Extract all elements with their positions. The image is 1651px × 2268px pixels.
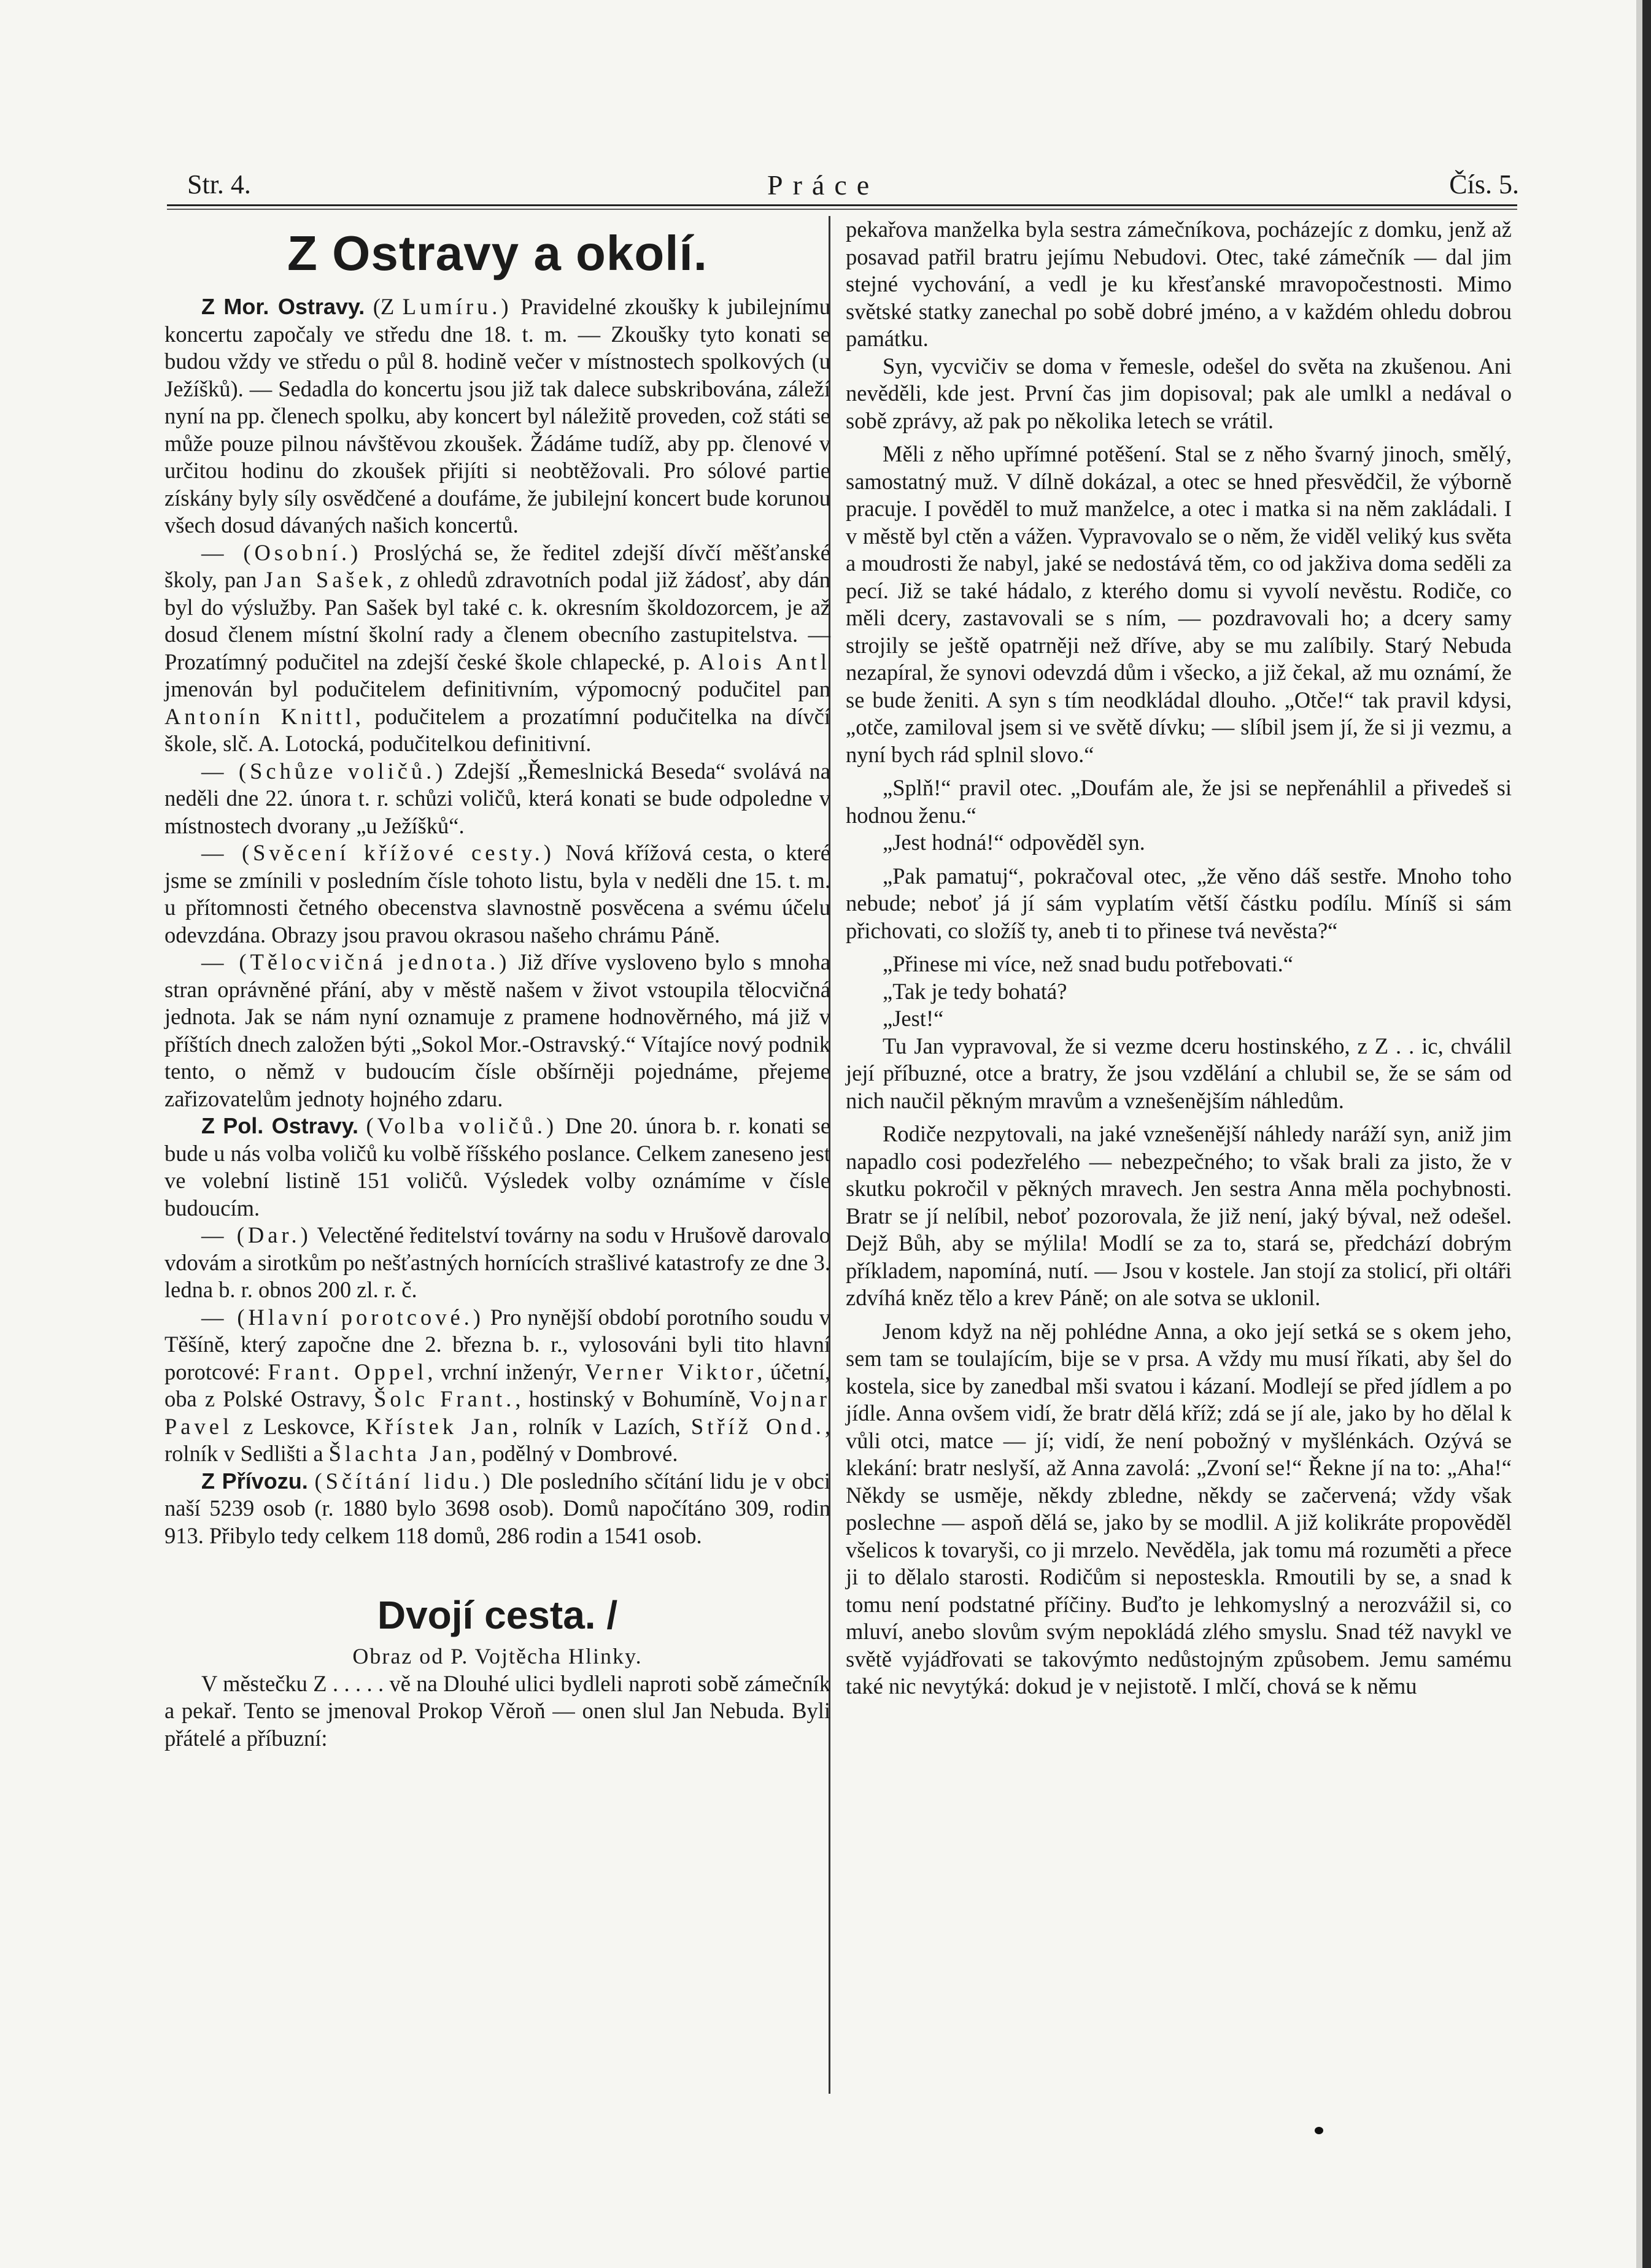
page-edge-dark [1642,0,1651,2268]
header-rule-thin [167,209,1517,210]
story-title: Dvojí cesta. / [377,1593,618,1637]
story-paragraph: „Jest hodná!“ odpověděl syn. [883,830,1145,855]
story-paragraph: „Jest!“ [883,1006,944,1031]
header-rule [167,204,1517,206]
news-item: Z Mor. Ostravy. (Z Lumíru.) Pravidelné zkoušky k jubilejnímu koncertu započaly ve středu dne 18. t. m. — Zkoušky tyto konati se budou vždy ve středu o půl 8. hodině večer v místnostech spolkových (u Ježíšků). — Sedadla do koncertu jsou již tak dalece subskribována, záleží nyní na pp. členech spolku, aby koncert byl náležitě proveden, což státi se může pouze pilnou návštěvou zkoušek. Žádáme tudíž, aby pp. členové v určitou hodinu do zkoušek přijíti si neobtěžovali. Pro sólové partie získány byly síly osvědčené a doufáme, že jubilejní koncert bude korunou všech dosud dávaných našich koncertů. [164,294,831,538]
news-item: — (Svěcení křížové cesty.) Nová křížová cesta, o které jsme se zmínili v posledním čísle tohoto listu, byla v neděli dne 15. t. m. u přítomnosti četného obecenstva slavnostně posvěcena a svému účelu odevzdána. Obrazy jsou pravou okrasou našeho chrámu Páně. [164,840,830,947]
story-paragraph: „Tak je tedy bohatá? [883,978,1067,1004]
section-title: Z Ostravy a okolí. [287,226,708,280]
issue-number: Čís. 5. [1449,169,1519,199]
story-paragraph: „Přinese mi více, než snad budu potřebovati.“ [883,951,1293,976]
page-header [187,156,1519,206]
story-paragraph: „Pak pamatuj“, pokračoval otec, „že věno dáš sestře. Mnoho toho nebude; neboť já jí sám vyplatím větší částku podílu. Míníš si sám přichovati, co složíš ty, aneb ti to přinese tvá nevěsta?“ [846,863,1512,943]
story-paragraph: Měli z něho upřímné potěšení. Stal se z něho švarný jinoch, smělý, samostatný muž. V dílně dokázal, a otec se hned přesvědčil, že výborně pracuje. I pověděl to muž manželce, a otec i matka si na něm zakládali. I v městě byl ctěn a vážen. Vypravovalo se o něm, že viděl veliký kus světa a moudrosti že nabyl, jaké se nedostává těm, co od jakživa doma seděli za pecí. Již se také hádalo, z kterého domu si vyvolí nevěstu. Rodiče, co měli dcery, zastavovali se s ním, — pozdravovali ho; a dcery samy strojily se ještě opatrněji než dříve, aby se mu zalíbily. Starý Nebuda nezapíral, že synovi odevzdá dům i všecko, a již čekal, až mu oznámí, že se bude ženiti. A syn s tím neodkládal dlouho. „Otče!“ tak pravil kdysi, „otče, zamiloval jsem si ve světě dívku; — slíbil jsem jí, že si ji vezmu, a nyní bych rád splnil slovo.“ [846,441,1512,767]
page-edge-light [1636,0,1642,2268]
story-paragraph: „Splň!“ pravil otec. „Doufám ale, že jsi se nepřenáhlil a přivedeš si hodnou ženu.“ [846,775,1512,828]
story-paragraph: Rodiče nezpytovali, na jaké vznešenější náhledy naráží syn, aniž jim napadlo cosi podezřelého — nebezpečného; to však brali za jisto, že v skutku pokročil v pěkných mravech. Jen sestra Anna měla pochybnosti. Bratr se jí nelíbil, neboť pozorovala, že již není, jaký býval, než odešel. Dejž Bůh, aby se mýlila! Modlí se za to, stará se, předchází dobrým příkladem, napomíná, nutí. — Jsou v kostele. Jan stojí za stolicí, při oltáři zdvíhá kněz tělo a krev Páně; on ale sotva se uklonil. [846,1121,1512,1310]
news-item: Z Pol. Ostravy. (Volba voličů.) Dne 20. února b. r. konati se bude u nás volba voličů ku volbě říšského poslance. Celkem zaneseno jest ve volební listině 151 voličů. Výsledek volby oznámíme v čísle budoucím. [164,1113,831,1221]
news-item: — (Hlavní porotcové.) Pro nynější období porotního soudu v Těšíně, který započne dne 2. března b. r., vylosováni byli tito hlavní porotcové: Frant. Oppel, vrchní inženýr, Verner Viktor, účetní, oba z Polské Ostravy, Šolc Frant., hostinský v Bohumíně, Vojnar Pavel z Leskovce, Křístek Jan, rolník v Lazích, Stříž Ond., rolník v Sedlišti a Šlachta Jan, podělný v Dombrové. [164,1304,831,1466]
story-paragraph: V městečku Z . . . . . vě na Dlouhé ulici bydleli naproti sobě zámečník a pekař. Tento se jmenoval Prokop Věroň — onen slul Jan Nebuda. Byli přátelé a příbuzní: [164,1670,830,1751]
news-item: — (Dar.) Velectěné ředitelství továrny na sodu v Hrušově darovalo vdovám a sirotkům po nešťastných hornících strašlivé katastrofy ze dne 3. ledna b. r. obnos 200 zl. r. č. [164,1222,830,1302]
story-paragraph: Tu Jan vypravoval, že si vezme dceru hostinského, z Z . . ic, chválil její příbuzné, otce a bratry, že jsou vzdělání a chlubil se, že se sám od nich naučil pěkným mravům a vznešenějším náhledům. [846,1033,1512,1113]
left-column [164,216,830,1752]
page-number: Str. 4. [187,169,251,199]
news-item: — (Osobní.) Proslýchá se, že ředitel zdejší dívčí měšťanské školy, pan Jan Sašek, z ohledů zdravotních podal již žádosť, aby dán byl do výslužby. Pan Sašek byl také c. k. okresním školdozorcem, je až dosud členem místní školní rady a členem obecního zastupitelstva. — Prozatímný podučitel na zdejší české škole chlapecké, p. Alois Antl jmenován byl podučitelem definitivním, výpomocný podučitel pan Antonín Knittl, podučitelem a prozatímní podučitelka na dívčí škole, slč. A. Lotocká, podučitelkou definitivní. [164,539,831,756]
ink-spot [1315,2127,1323,2134]
news-item: Z Přívozu. (Sčítání lidu.) Dle posledního sčítání lidu je v obci naší 5239 osob (r. 1880 bylo 3698 osob). Domů napočítáno 309, rodin 913. Přibylo tedy celkem 118 domů, 286 rodin a 1541 osob. [164,1468,830,1548]
town-heading: Z Pol. Ostravy. [201,1113,359,1138]
town-heading: Z Přívozu. [201,1468,308,1494]
newspaper-title: Práce [767,169,880,201]
story-paragraph: Syn, vycvičiv se doma v řemesle, odešel do světa na zkušenou. Ani nevěděli, kde jest. První čas jim dopisoval; pak ale umlkl a nedával o sobě zprávy, až pak po několika letech se vrátil. [846,353,1512,433]
story-byline: Obraz od P. Vojtěcha Hlinky. [352,1644,643,1668]
right-column [846,216,1512,1700]
news-item: — (Tělocvičná jednota.) Již dříve vysloveno bylo s mnoha stran oprávněné přání, aby v městě našem v život vstoupila tělocvičná jednota. Jak se nám nyní oznamuje z pramene hodnověrného, má již v příštích dnech založen býti „Sokol Mor.-Ostravský.“ Vítajíce nový podnik tento, o němž v budoucím čísle obšírněji pojednáme, přejeme zařizovatelům jednoty hojného zdaru. [164,949,831,1111]
news-item: — (Schůze voličů.) Zdejší „Řemeslnická Beseda“ svolává na neděli dne 22. února t. r. schůzi voličů, která konati se bude odpoledne v místnostech dvorany „u Ježíšků“. [164,758,830,838]
town-heading: Z Mor. Ostravy. [201,294,365,319]
story-paragraph: Jenom když na něj pohlédne Anna, a oko její setká se s okem jeho, sem tam se toulajícím, bije se v prsa. A vždy mu musí říkati, aby šel do kostela, sice by zanedbal mši svatou i kázaní. Modlejí se před jídlem a po jídle. Anna ovšem vidí, že bratr dělá kříž; zdá se jí ale, jako by ho dělal k vůli otci, matce — jí; vidí, že není pobožný v myšlénkách. Ozývá se klekání: bratr neslyší, až Anna zavolá: „Zvoní se!“ Řekne jí na to: „Aha!“ Někdy se usměje, někdy zbledne, někdy se začervená; vždy však poslechne — aspoň dělá se, jako by se modlil. A již kolikráte propověděl všelicos k tovaryši, co ji mrzelo. Nevěděla, jak tomu má rozuměti a přece ji to dělalo starosti. Rodičům si neposteskla. Rmoutili by se, a snad k tomu není podstatné příčiny. Buďto je lehkomyslný a nerozvážil si, co mluví, anebo slovům svým nepokládá zlého smyslu. Snad též navykl ve světě vyjádřovati se takovýmto nedůstojným způsobem. Jemu samému také nic nevytýká: dokud je v nejistotě. I mlčí, chová se k němu [846,1318,1512,1699]
story-paragraph: pekařova manželka byla sestra zámečníkova, pocházejíc z domku, jenž až posavad patřil bratru jejímu Nebudovi. Otec, také zámečník — dal jim stejné vychování, a vedl je ku křesťanské mravopočestnosti. Mimo světské statky zanechal po sobě dobré jméno, a v každém ohledu dobrou památku. [846,217,1512,351]
